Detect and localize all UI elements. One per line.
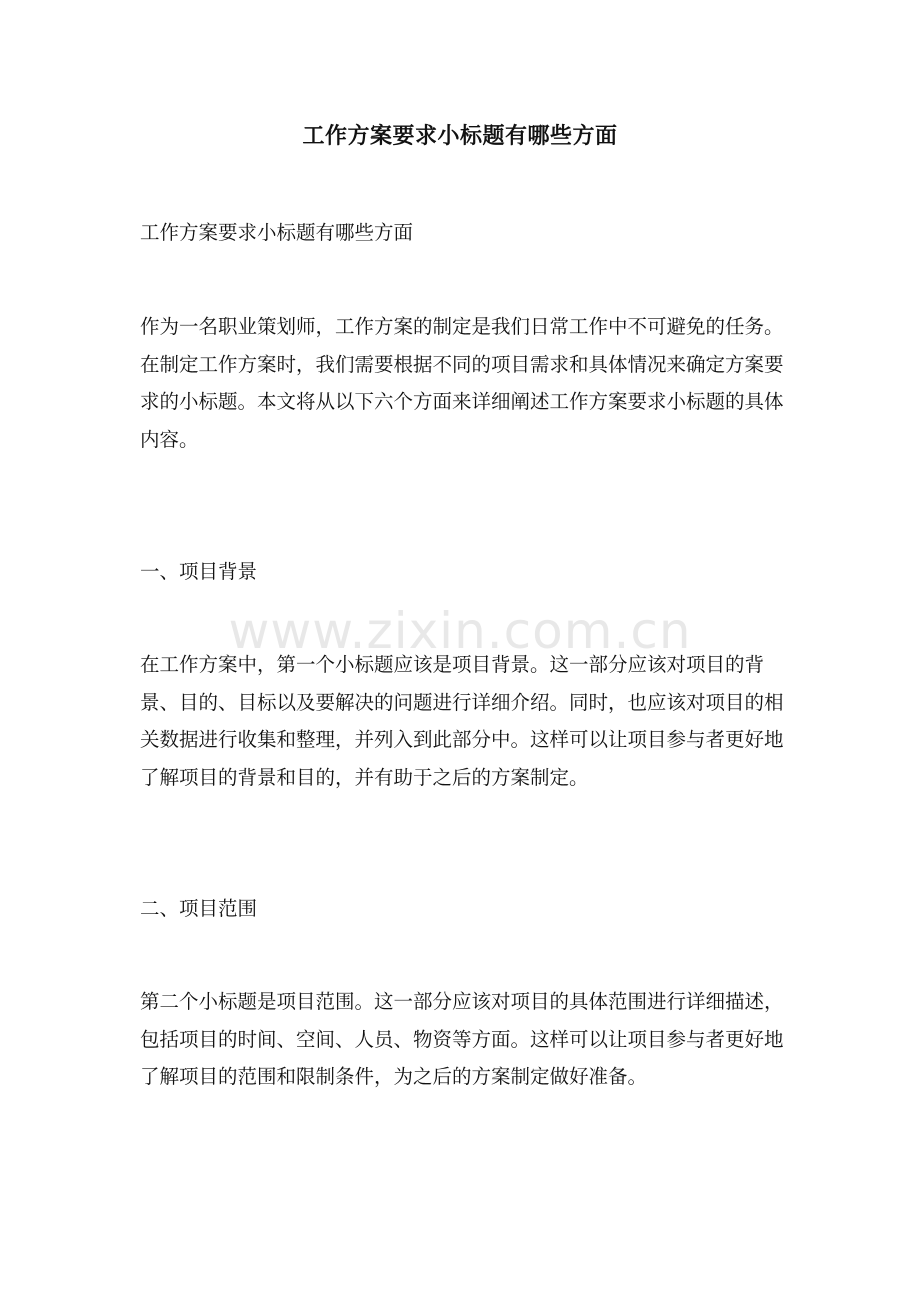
watermark: www.zixin.com.cn xyxy=(228,602,692,660)
section-body-scope: 第二个小标题是项目范围。这一部分应该对项目的具体范围进行详细描述，包括项目的时间、空间、人员、物资等方面。这样可以让项目参与者更好地了解项目的范围和限制条件，为之后的方案制定做好准备。 xyxy=(140,990,784,1088)
document-title: 工作方案要求小标题有哪些方面 xyxy=(302,123,618,149)
section-heading-scope: 二、项目范围 xyxy=(140,897,258,920)
section-body-background: 在工作方案中，第一个小标题应该是项目背景。这一部分应该对项目的背景、目的、目标以及要解决的问题进行详细介绍。同时，也应该对项目的相关数据进行收集和整理，并列入到此部分中。这样可以让项目参与者更好地了解项目的背景和目的，并有助于之后的方案制定。 xyxy=(140,653,784,789)
section-heading-background: 一、项目背景 xyxy=(140,560,258,583)
document-subtitle: 工作方案要求小标题有哪些方面 xyxy=(140,221,414,244)
intro-paragraph: 作为一名职业策划师，工作方案的制定是我们日常工作中不可避免的任务。在制定工作方案时，我们需要根据不同的项目需求和具体情况来确定方案要求的小标题。本文将从以下六个方面来详细阐述工作方案要求小标题的具体内容。 xyxy=(140,315,784,451)
